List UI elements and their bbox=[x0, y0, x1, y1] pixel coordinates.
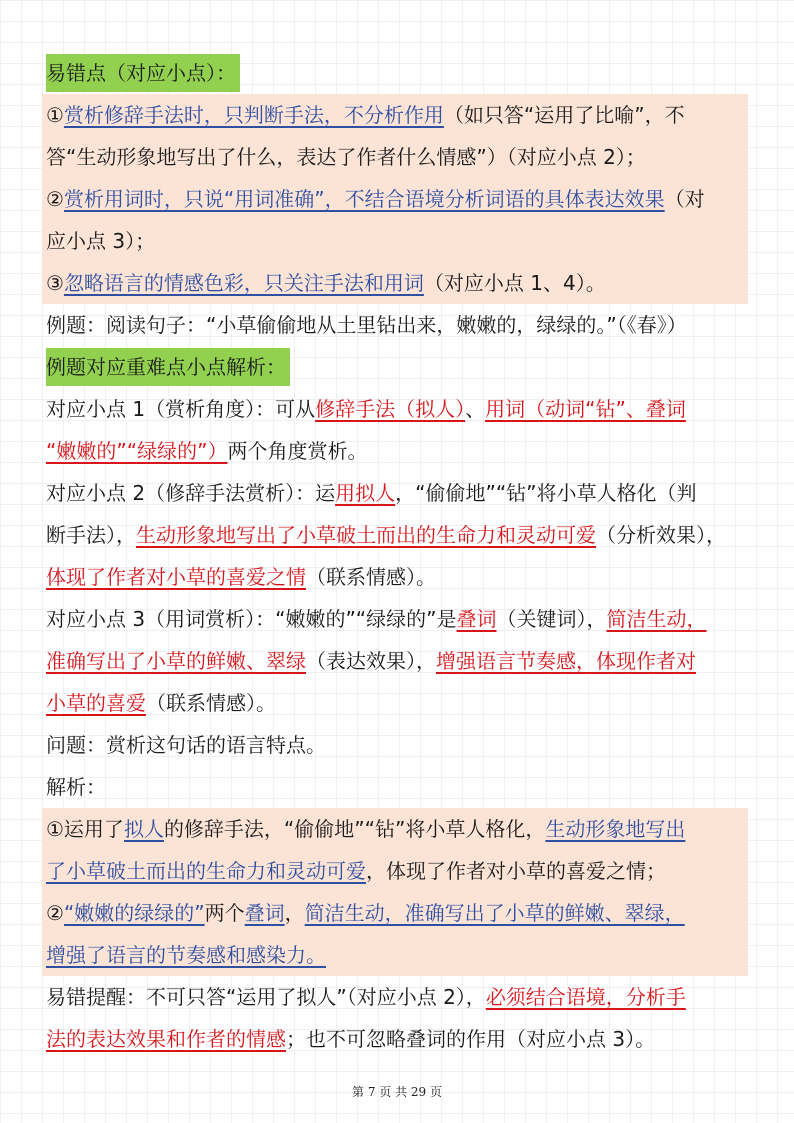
mistake-3-key: 忽略语言的情感色彩，只关注手法和用词 bbox=[63, 271, 424, 295]
point-3-effect: 准确写出了小草的鲜嫩、翠绿 bbox=[46, 649, 306, 673]
point-3-effect-label: （表达效果）， bbox=[306, 649, 436, 673]
point-1-rhetoric: 修辞手法（拟人） bbox=[315, 397, 466, 421]
answer-1-effect: 了小草破土而出的生命力和灵动可爱 bbox=[46, 859, 366, 883]
point-2-intro: 对应小点 2（修辞手法赏析）：运 bbox=[46, 481, 336, 505]
example-question: 例题：阅读句子：“小草偷偷地从土里钻出来，嫩嫩的，绿绿的。”（《春》） bbox=[46, 313, 687, 337]
mistake-3-line bbox=[42, 262, 748, 304]
mistake-2-continued: 应小点 3）； bbox=[46, 229, 156, 253]
point-1-line bbox=[46, 388, 748, 430]
point-3-concise: 简洁生动， bbox=[606, 607, 707, 631]
tip-must: 必须结合语境，分析手 bbox=[485, 985, 686, 1009]
page-footer: 第 7 页 共 29 页 bbox=[352, 1085, 442, 1099]
point-1-reduplication: “嫩嫩的”“绿绿的”） bbox=[46, 439, 228, 463]
point-1-intro: 对应小点 1（赏析角度）：可从 bbox=[46, 397, 316, 421]
mistake-2-number: ② bbox=[46, 187, 64, 211]
point-3-line bbox=[46, 598, 748, 640]
mistake-1-number: ① bbox=[46, 103, 64, 127]
point-2-line-3 bbox=[46, 556, 748, 598]
point-1-wording: 用词（动词“钻”、叠词 bbox=[485, 397, 686, 421]
point-2-personification: 用拟人 bbox=[335, 481, 396, 505]
point-3-intro: 对应小点 3（用词赏析）：“嫩嫩的”“绿绿的”是 bbox=[46, 607, 457, 631]
point-3-line-2 bbox=[46, 640, 748, 682]
point-2-emotion-label: （联系情感）。 bbox=[306, 565, 436, 589]
mistake-1-line-2 bbox=[42, 136, 748, 178]
mistakes-heading-line bbox=[46, 52, 748, 94]
answer-2-line bbox=[42, 892, 748, 934]
answer-1-intro: ①运用了 bbox=[46, 817, 124, 841]
mistake-2-line bbox=[42, 178, 748, 220]
point-3-emotion-label: （联系情感）。 bbox=[146, 691, 276, 715]
mistake-1-key: 赏析修辞手法时，只判断手法，不分析作用 bbox=[63, 103, 444, 127]
point-2-effect: 生动形象地写出了小草破土而出的生命力和灵动可爱 bbox=[136, 523, 596, 547]
tip-intro: 易错提醒：不可只答“运用了拟人”（对应小点 2）， bbox=[46, 985, 486, 1009]
point-2-judge: 断手法）， bbox=[46, 523, 136, 547]
answer-2-number: ② bbox=[46, 901, 64, 925]
tip-effect: 法的表达效果和作者的情感 bbox=[46, 1027, 286, 1051]
answer-2-comma: ， bbox=[284, 901, 305, 925]
question: 问题：赏析这句话的语言特点。 bbox=[46, 733, 326, 757]
mistake-2-line-2 bbox=[42, 220, 748, 262]
point-3-line-3 bbox=[46, 682, 748, 724]
point-1-line-2 bbox=[46, 430, 748, 472]
answer-1-line-2 bbox=[42, 850, 748, 892]
analysis-heading: 例题对应重难点小点解析： bbox=[46, 348, 290, 386]
tip-line-2 bbox=[46, 1018, 748, 1060]
mistakes-heading: 易错点（对应小点）： bbox=[46, 54, 240, 92]
answer-2-words: “嫩嫩的绿绿的” bbox=[63, 901, 205, 925]
point-2-line bbox=[46, 472, 748, 514]
mistake-2-key: 赏析用词时，只说“用词准确”，不结合语境分析词语的具体表达效果 bbox=[63, 187, 665, 211]
point-3-keyword-label: （关键词）， bbox=[496, 607, 607, 631]
mistake-3-number: ③ bbox=[46, 271, 64, 295]
answer-1-vivid: 生动形象地写出 bbox=[545, 817, 686, 841]
point-2-effect-label: （分析效果）， bbox=[596, 523, 726, 547]
mistake-1-continued: 答“生动形象地写出了什么，表达了作者什么情感”）（对应小点 2）； bbox=[46, 145, 646, 169]
analysis-heading-line bbox=[46, 346, 748, 388]
answer-1-personification: 拟人 bbox=[123, 817, 164, 841]
answer-heading: 解析： bbox=[46, 775, 106, 799]
tip-end: ；也不可忽略叠词的作用（对应小点 3）。 bbox=[286, 1027, 656, 1051]
point-3-love: 小草的喜爱 bbox=[46, 691, 146, 715]
point-2-emotion: 体现了作者对小草的喜爱之情 bbox=[46, 565, 306, 589]
answer-2-reduplication: 叠词 bbox=[244, 901, 285, 925]
answer-2-effect: 简洁生动，准确写出了小草的鲜嫩、翠绿， bbox=[304, 901, 685, 925]
point-3-rhythm: 增强语言节奏感，体现作者对 bbox=[436, 649, 696, 673]
answer-2-rhythm: 增强了语言的节奏感和感染力。 bbox=[46, 943, 326, 967]
mistake-3-ref: （对应小点 1、4）。 bbox=[423, 271, 606, 295]
point-1-sep: 、 bbox=[465, 397, 486, 421]
mistake-1-example: （如只答“运用了比喻”，不 bbox=[443, 103, 685, 127]
point-2-line-2 bbox=[46, 514, 748, 556]
mistake-1-line bbox=[42, 94, 748, 136]
tip-line bbox=[46, 976, 748, 1018]
point-3-keyword: 叠词 bbox=[456, 607, 497, 631]
answer-2-count: 两个 bbox=[204, 901, 245, 925]
mistake-2-ref: （对 bbox=[664, 187, 705, 211]
document-page bbox=[46, 52, 748, 1060]
answer-2-line-2 bbox=[42, 934, 748, 976]
answer-1-emotion: ，体现了作者对小草的喜爱之情； bbox=[366, 859, 666, 883]
answer-1-text: 的修辞手法，“偷偷地”“钻”将小草人格化， bbox=[163, 817, 546, 841]
point-1-end: 两个角度赏析。 bbox=[227, 439, 368, 463]
answer-1-line bbox=[42, 808, 748, 850]
point-2-text: ，“偷偷地”“钻”将小草人格化（判 bbox=[395, 481, 697, 505]
